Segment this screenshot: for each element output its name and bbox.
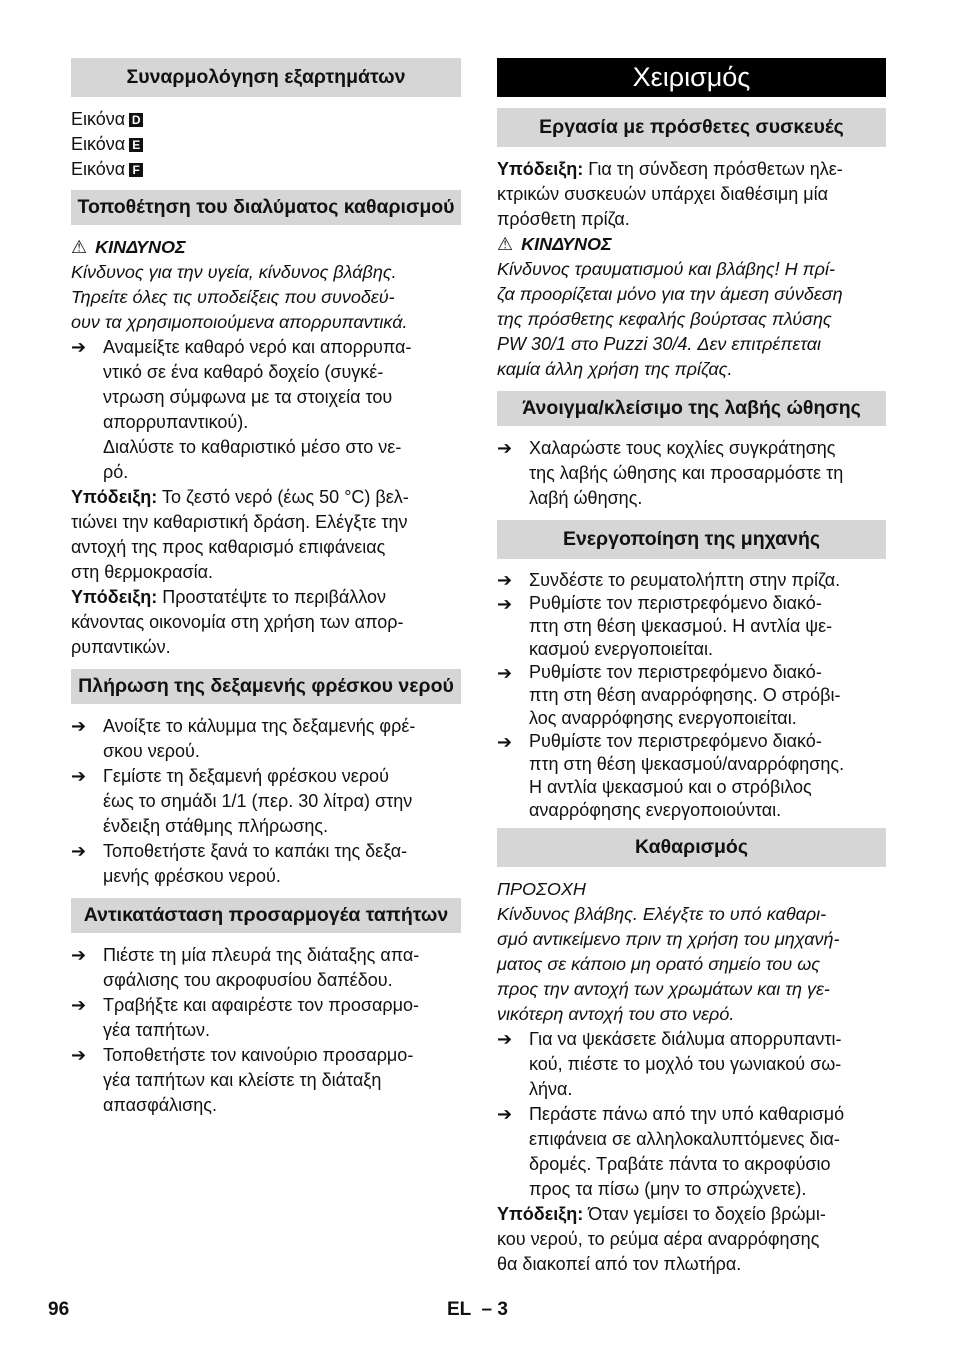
note-label: Υπόδειξη:: [71, 587, 158, 607]
language-page-label: EL – 3: [447, 1299, 508, 1320]
arrow-icon: ➔: [497, 570, 513, 590]
arrow-icon: ➔: [497, 732, 513, 752]
section-title-assembly: Συναρμολόγηση εξαρτημάτων: [71, 58, 461, 97]
danger-heading: ⚠ ΚΙΝΔΥΝΟΣ: [497, 234, 612, 254]
list-item: ➔ Τοποθετήστε ξανά το καπάκι της δεξα- μενής φρέσκου νερού.: [71, 841, 408, 886]
section-title-accessories: Εργασία με πρόσθετες συσκευές: [497, 108, 886, 147]
note-label: Υπόδειξη:: [71, 487, 158, 507]
list-item: ➔ Ρυθμίστε τον περιστρεφόμενο διακό- πτη στη θέση ψεκασμού/αναρρόφησης. Η αντλία ψεκασμού και ο στρόβιλος αναρρόφησης ενεργοποιούνται.: [497, 731, 845, 820]
arrow-icon: ➔: [497, 1104, 513, 1124]
section-title-freshwater: Πλήρωση της δεξαμενής φρέσκου νερού: [71, 669, 461, 704]
list-item: ➔ Ρυθμίστε τον περιστρεφόμενο διακό- πτη στη θέση αναρρόφησης. Ο στρόβι- λος αναρρόφησης ενεργοποιείται.: [497, 662, 841, 728]
note: Υπόδειξη: Όταν γεμίσει το δοχείο βρώμι- κου νερού, το ρεύμα αέρα αναρρόφησης θα διακοπεί από τον πλωτήρα.: [497, 1204, 826, 1274]
list-item: ➔ Περάστε πάνω από την υπό καθαρισμό επιφάνεια σε αλληλοκαλυπτόμενες δια- δρομές. Τραβάτε πάντα το ακροφύσιο προς τα πίσω (μην το σπρώχνετε).: [497, 1104, 845, 1199]
list-item: ➔ Συνδέστε το ρευματολήπτη στην πρίζα.: [497, 570, 841, 590]
caution-heading: ΠΡΟΣΟΧΗ: [497, 879, 586, 899]
figure-letter: F: [129, 163, 143, 177]
chapter-title: Χειρισμός: [497, 58, 886, 97]
danger-text: Κίνδυνος για την υγεία, κίνδυνος βλάβης. Τηρείτε όλες τις υποδείξεις που συνοδεύ- ουν τα χρησιμοποιούμενα απορρυπαντικά.: [71, 262, 408, 332]
arrow-icon: ➔: [71, 945, 87, 965]
warning-icon: ⚠: [497, 234, 514, 254]
arrow-icon: ➔: [497, 1029, 513, 1049]
figure-letter: E: [129, 138, 143, 152]
arrow-icon: ➔: [71, 1045, 87, 1065]
list-item: ➔ Ανοίξτε το κάλυμμα της δεξαμενής φρέ- σκου νερού.: [71, 716, 416, 761]
section-title-handle: Άνοιγμα/κλείσιμο της λαβής ώθησης: [497, 391, 886, 426]
arrow-icon: ➔: [497, 438, 513, 458]
warning-icon: ⚠: [71, 237, 88, 257]
arrow-icon: ➔: [71, 337, 87, 357]
list-item: ➔ Ρυθμίστε τον περιστρεφόμενο διακό- πτη στη θέση ψεκασμού. Η αντλία ψε- κασμού ενεργοποιείται.: [497, 593, 833, 659]
list-item: ➔ Τοποθετήστε τον καινούριο προσαρμο- γέα ταπήτων και κλείστε τη διάταξη απασφάλισης.: [71, 1045, 414, 1115]
page-number: 96: [48, 1299, 70, 1320]
list-item: ➔ Πιέστε τη μία πλευρά της διάταξης απα- σφάλισης του ακροφυσίου δαπέδου.: [71, 945, 420, 990]
right-column: [497, 58, 886, 1277]
list-item: ➔ Χαλαρώστε τους κοχλίες συγκράτησης της λαβής ώθησης και προσαρμόστε τη λαβή ώθησης.: [497, 438, 844, 508]
arrow-icon: ➔: [497, 594, 513, 614]
section-title-detergent: Τοποθέτηση του διαλύματος καθαρισμού: [71, 190, 461, 225]
note: Υπόδειξη: Το ζεστό νερό (έως 50 °C) βελ- τιώνει την καθαριστική δράση. Ελέγξτε την αντοχή της προς καθαρισμό επιφάνειας στη θερμοκρασία.: [71, 487, 409, 582]
list-item: ➔ Γεμίστε τη δεξαμενή φρέσκου νερού έως το σημάδι 1/1 (περ. 30 λίτρα) στην ένδειξη στάθμης πλήρωσης.: [71, 766, 413, 836]
section-title-carpet: Αντικατάσταση προσαρμογέα ταπήτων: [71, 898, 461, 933]
arrow-icon: ➔: [71, 716, 87, 736]
arrow-icon: ➔: [71, 995, 87, 1015]
figure-ref: Εικόνα F: [71, 157, 461, 182]
danger-text: Κίνδυνος τραυματισμού και βλάβης! Η πρί- ζα προορίζεται μόνο για την άμεση σύνδεση της πρόσθετης κεφαλής βούρτσας πλύσης PW 30/1 στο Puzzi 30/4. Δεν επιτρέπεται καμία άλλη χρήση της πρίζας.: [497, 259, 843, 379]
list-item: ➔ Για να ψεκάσετε διάλυμα απορρυπαντι- κού, πιέστε το μοχλό του γωνιακού σω- λήνα.: [497, 1029, 842, 1099]
figure-ref: Εικόνα E: [71, 132, 461, 157]
caution-text: Κίνδυνος βλάβης. Ελέγξτε το υπό καθαρι- σμό αντικείμενο πριν τη χρήση του μηχανή- ματος σε κάποιο μη ορατό σημείο του ως προς την αντοχή των χρωμάτων και τη γε- νικότερη αντοχή του στο νερό.: [497, 904, 840, 1024]
section-title-cleaning: Καθαρισμός: [497, 828, 886, 867]
note: Υπόδειξη: Προστατέψτε το περιβάλλον κάνοντας οικονομία στη χρήση των απορ- ρυπαντικών.: [71, 587, 404, 657]
arrow-icon: ➔: [71, 841, 87, 861]
danger-heading: ⚠ ΚΙΝΔΥΝΟΣ: [71, 237, 186, 257]
list-item: ➔ Τραβήξτε και αφαιρέστε τον προσαρμο- γέα ταπήτων.: [71, 995, 420, 1040]
note-label: Υπόδειξη:: [497, 1204, 584, 1224]
section-title-startup: Ενεργοποίηση της μηχανής: [497, 520, 886, 559]
note-label: Υπόδειξη:: [497, 159, 584, 179]
list-item: ➔ Αναμείξτε καθαρό νερό και απορρυπα- ντικό σε ένα καθαρό δοχείο (συγκέ- ντρωση σύμφωνα με τα στοιχεία του απορρυπαντικού).: [71, 337, 412, 432]
arrow-icon: ➔: [497, 663, 513, 683]
list-continuation: Διαλύστε το καθαριστικό μέσο στο νε- ρό.: [103, 437, 402, 482]
note: Υπόδειξη: Για τη σύνδεση πρόσθετων ηλε- κτρικών συσκευών υπάρχει διαθέσιμη μία πρόσθετη πρίζα.: [497, 159, 843, 229]
figure-list: [71, 107, 461, 182]
figure-letter: D: [129, 113, 143, 127]
left-column: [71, 58, 461, 1118]
figure-ref: Εικόνα D: [71, 107, 461, 132]
arrow-icon: ➔: [71, 766, 87, 786]
